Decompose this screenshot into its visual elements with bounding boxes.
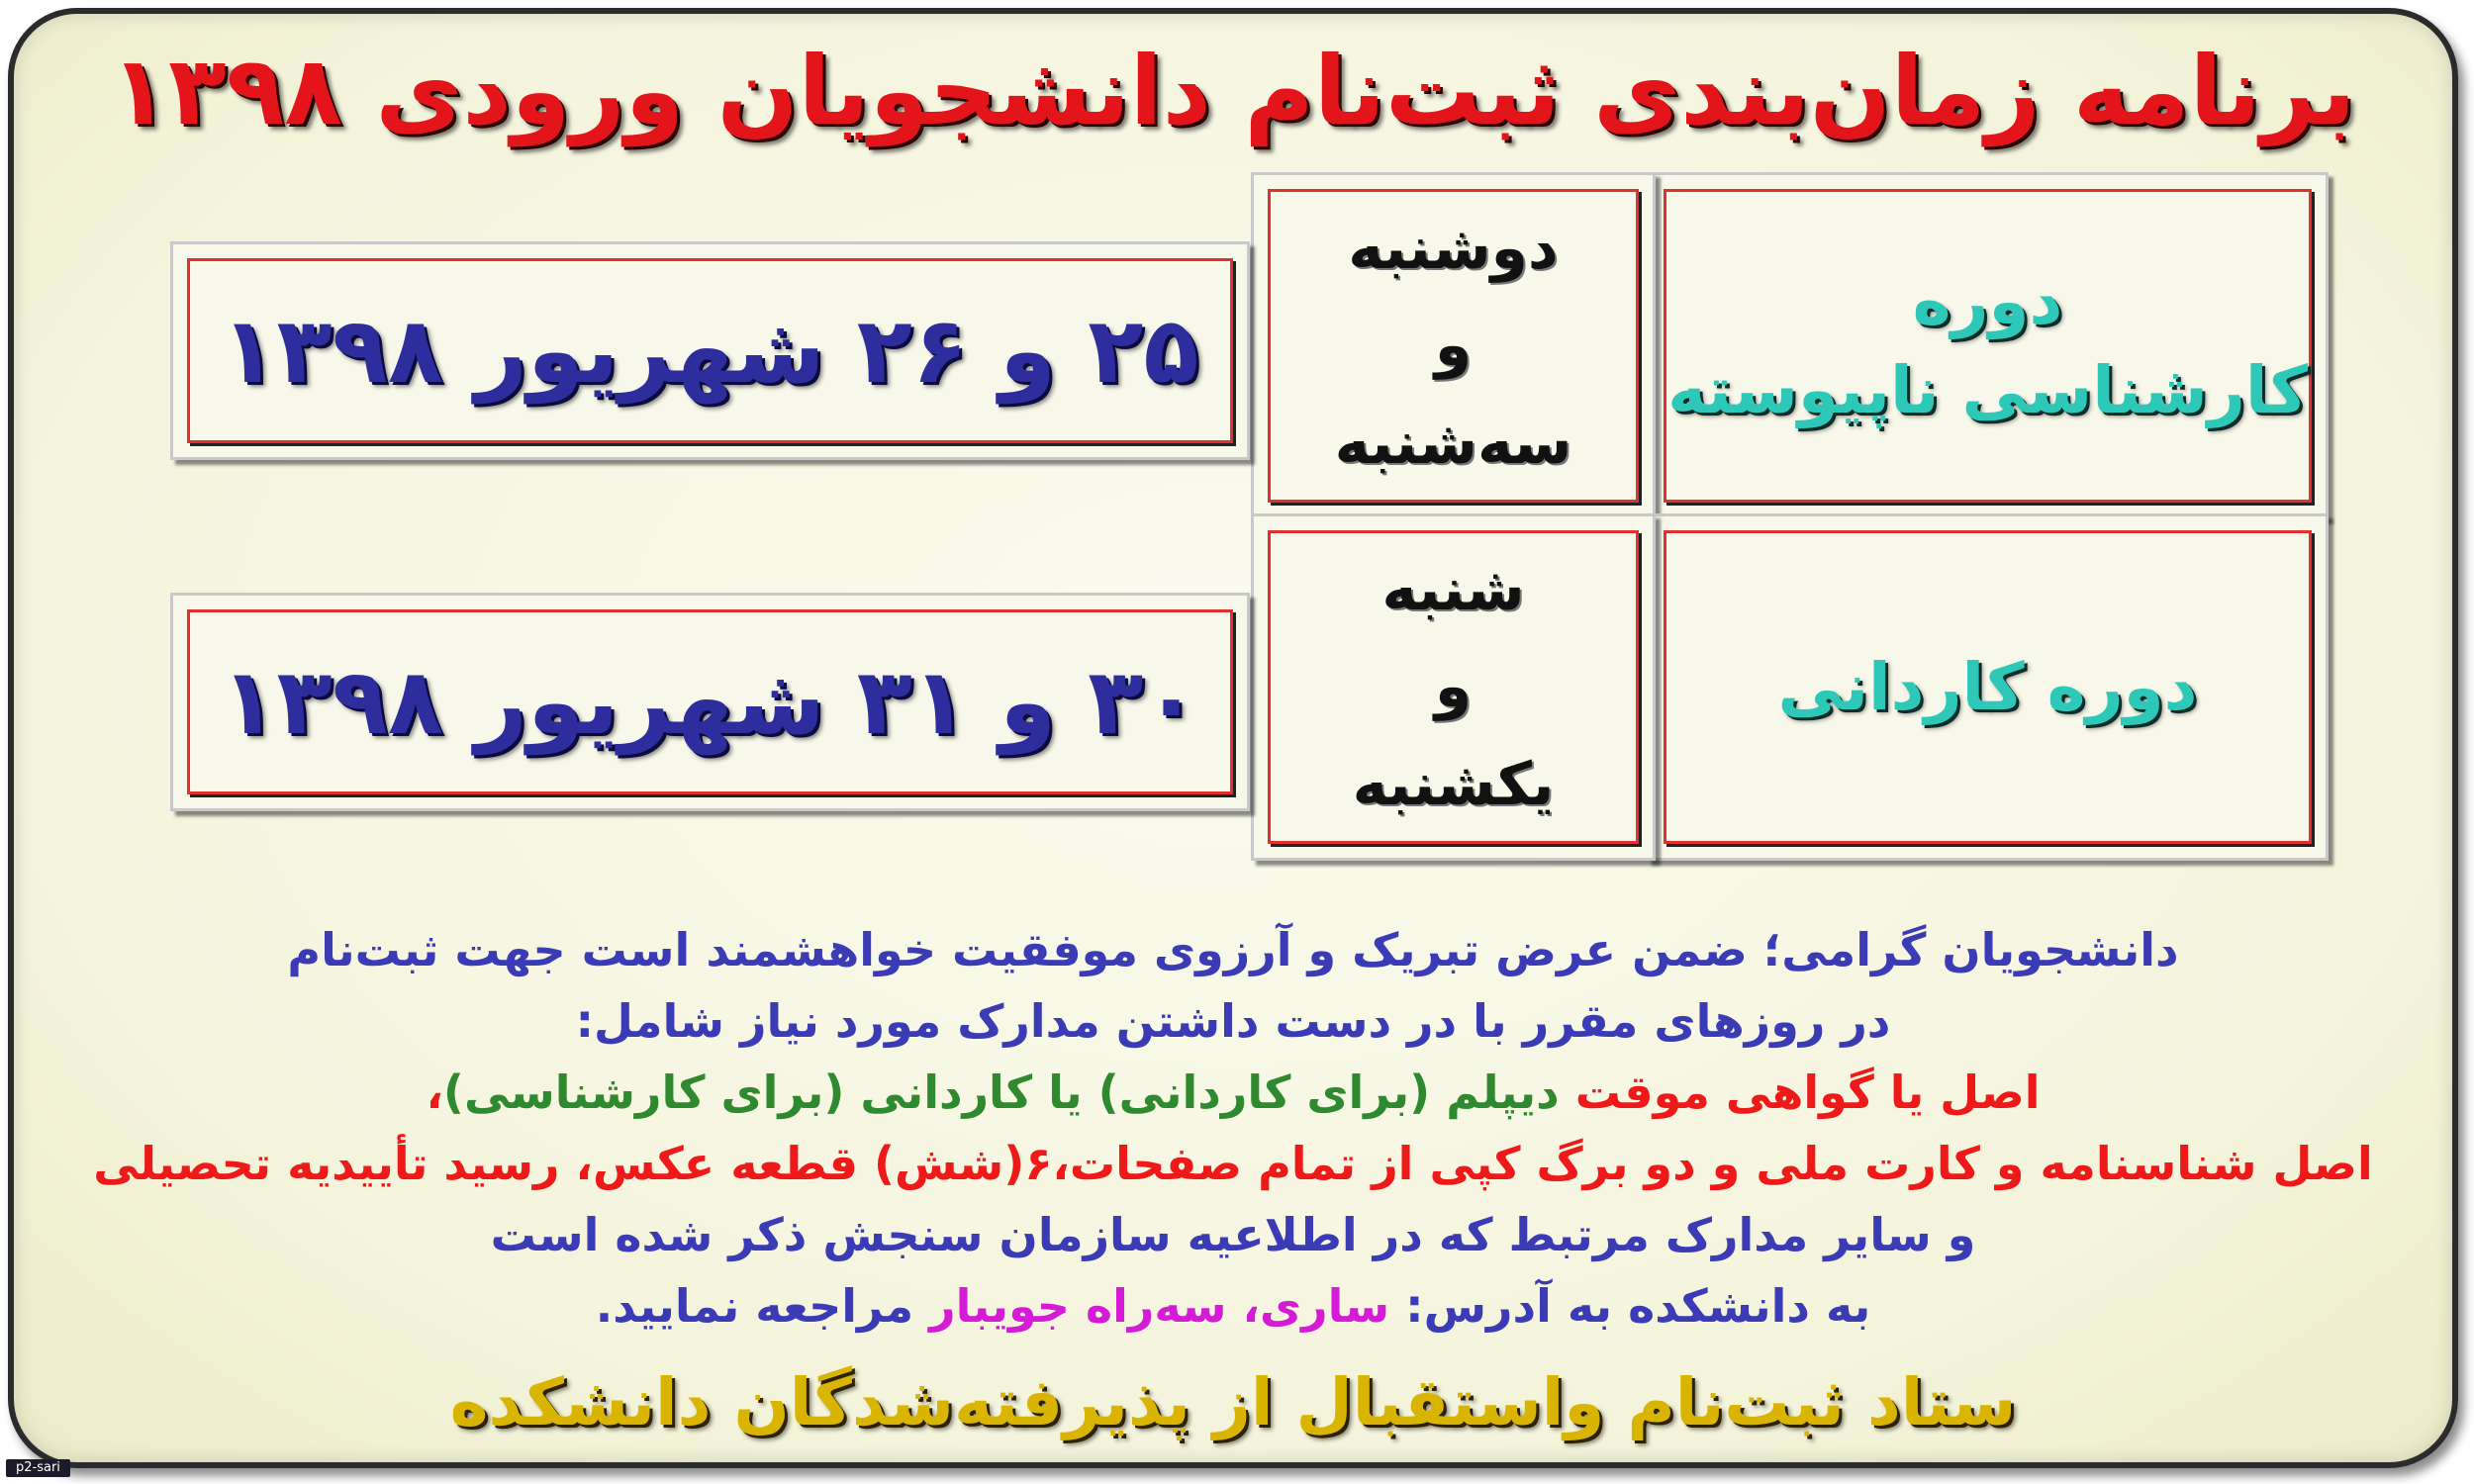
course-cell-bachelor [1647,172,2329,519]
course-label: دوره کاردانی [1777,648,2198,725]
notice-diploma-requirement: دیپلم (برای کاردانی) یا کاردانی (برای کارشناسی) [442,1066,1560,1119]
poster-frame [8,8,2458,1468]
notice-line-3-comma: ، [426,1066,443,1119]
notice-line-6 [14,1270,2452,1342]
poster-title: برنامه زمان‌بندی ثبت‌نام دانشجویان ورودی ۱۳۹۸ [110,36,2356,146]
date-box-row1 [170,241,1250,460]
notice-address-label: به دانشکده به آدرس: [1405,1279,1871,1333]
site-watermark: p2-sari [6,1459,70,1477]
notice-line-1: دانشجویان گرامی؛ ضمن عرض تبریک و آرزوی موفقیت خواهشمند است جهت ثبت‌نام [287,923,2179,976]
notice-line-2: در روزهای مقرر با در دست داشتن مدارک مورد نیاز شامل: [575,994,1891,1048]
date-box-row2 [170,593,1250,811]
registration-notice [14,914,2452,1342]
days-cell-row1 [1251,172,1656,519]
notice-address: ساری، سه‌راه جویبار [929,1279,1390,1333]
notice-original-certificate: اصل یا گواهی موقت [1574,1066,2041,1119]
day-and: و [1434,311,1473,381]
notice-line-4: اصل شناسنامه و کارت ملی و دو برگ کپی از تمام صفحات،۶(شش) قطعه عکس، رسید تأییدیه تحصیلی [93,1137,2373,1190]
day-second: یکشنبه [1352,749,1555,819]
registration-dates: ۳۰ و ۳۱ شهریور ۱۳۹۸ [221,649,1199,755]
notice-line-3 [14,1057,2452,1128]
day-first: شنبه [1381,555,1525,625]
notice-closing: مراجعه نمایید. [595,1279,914,1333]
day-second: سه‌شنبه [1334,408,1572,478]
days-cell-row2 [1251,513,1656,861]
course-cell-associate [1647,513,2329,861]
registration-dates: ۲۵ و ۲۶ شهریور ۱۳۹۸ [221,298,1199,404]
course-label-line1: دوره [1912,263,2063,340]
day-and: و [1434,652,1473,722]
course-label-line2: کارشناسی ناپیوسته [1667,351,2308,428]
notice-line-5: و سایر مدارک مرتبط که در اطلاعیه سازمان سنجش ذکر شده است [490,1208,1976,1261]
poster-signature: ستاد ثبت‌نام واستقبال از پذیرفته‌شدگان دانشکده [449,1364,2017,1440]
day-first: دوشنبه [1348,214,1559,284]
